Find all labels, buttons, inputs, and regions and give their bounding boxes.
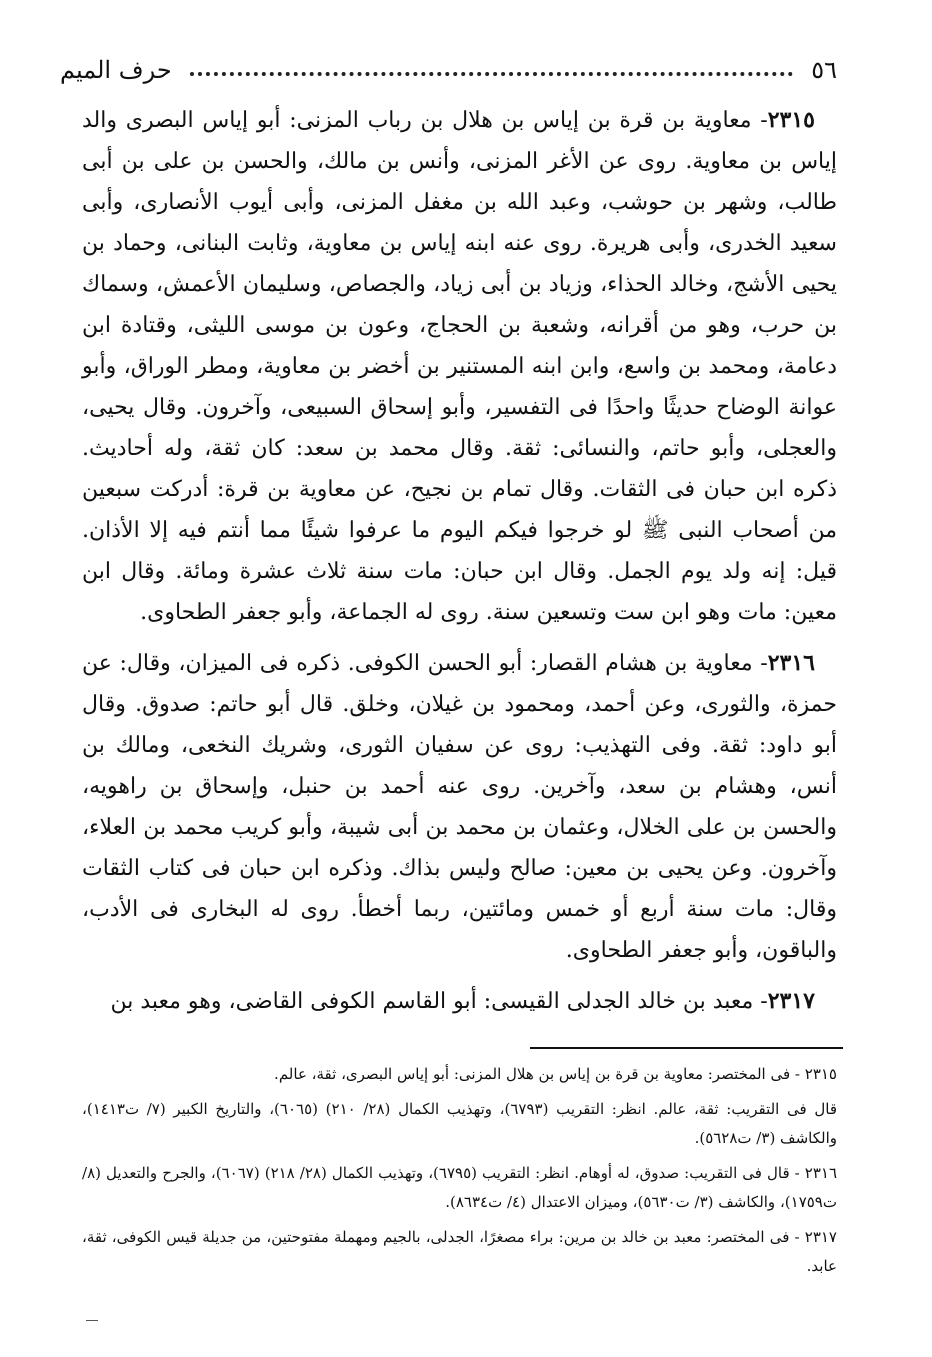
footnote: ٢٣١٦ - قال فى التقريب: صدوق، له أوهام. انظر: التقريب (٦٧٩٥)، وتهذيب الكمال (٢٨/ ٢١٨) (٦٠٦٧)، والجرح والتعديل (٨/ ت١٧٥٩)، والكاشف (٣/ ت٥٦٣٠)، وميزان الاعتدال (٤/ ت٨٦٣٤). [82, 1164, 838, 1211]
entry [82, 643, 837, 971]
entry-text: - معاوية بن هشام القصار: أبو الحسن الكوفى. ذكره فى الميزان، وقال: عن حمزة، والثورى، وعن أحمد، ومحمود بن غيلان، وخلق. قال أبو حاتم: صدوق. وقال أبو داود: ثقة. وفى التهذيب: روى عن سفيان الثورى، وشريك النخعى، ومالك بن أنس، وهشام بن سعد، وآخرين. روى عنه أحمد بن حنبل، وإسحاق بن راهويه، والحسن بن على الخلال، وعثمان بن محمد بن أبى شيبة، وأبو كريب محمد بن العلاء، وآخرون. وعن يحيى بن معين: صالح وليس بذاك. وذكره ابن حبان فى كتاب الثقات وقال: مات سنة أربع أو خمس ومائتين، ربما أخطأ. روى له البخارى فى الأدب، والباقون، وأبو جعفر الطحاوى. [82, 651, 837, 963]
header-dotted-leader [190, 72, 794, 76]
page-header [60, 50, 837, 90]
entry-text: - معاوية بن قرة بن إياس بن هلال بن رباب المزنى: أبو إياس البصرى والد إياس بن معاوية. روى عن الأغر المزنى، وأنس بن مالك، والحسن بن على بن أبى طالب، وشهر بن حوشب، وعبد الله بن مغفل المزنى، وأبى أيوب الأنصارى، وأبى سعيد الخدرى، وأبى هريرة. روى عنه ابنه إياس بن معاوية، وثابت البنانى، وحماد بن يحيى الأشج، وخالد الحذاء، وزياد بن أبى زياد، والجصاص، وسليمان الأعمش، وسماك بن حرب، وهو من أقرانه، وشعبة بن الحجاج، وعون بن موسى الليثى، وقتادة ابن دعامة، ومحمد بن واسع، وابن ابنه المستنير بن أخضر بن معاوية، ومطر الوراق، وأبو عوانة الوضاح حديثًا واحدًا فى التفسير، وأبو إسحاق السبيعى، وآخرون. وقال يحيى، والعجلى، وأبو حاتم، والنسائى: ثقة. وقال محمد بن سعد: كان ثقة، وله أحاديث. ذكره ابن حبان فى الثقات. وقال تمام بن نجيح، عن معاوية بن قرة: أدركت سبعين من أصحاب النبى ﷺ لو خرجوا فيكم اليوم ما عرفوا شيئًا مما أنتم فيه إلا الأذان. قيل: إنه ولد يوم الجمل. وقال ابن حبان: مات سنة ثلاث عشرة ومائة. وقال ابن معين: مات وهو ابن ست وتسعين سنة. روى له الجماعة، وأبو جعفر الطحاوى. [82, 108, 837, 625]
entry-number: ٢٣١٥ [767, 107, 815, 133]
footnotes [82, 1060, 837, 1287]
main-text [82, 100, 837, 1032]
entry-number: ٢٣١٦ [767, 650, 815, 676]
footnote: قال فى التقريب: ثقة، عالم. انظر: التقريب (٦٧٩٣)، وتهذيب الكمال (٢٨/ ٢١٠) (٦٠٦٥)، والتاريخ الكبير (٧/ ت١٤١٣)، والكاشف (٣/ ت٥٦٢٨). [82, 1100, 837, 1147]
entry [82, 100, 837, 633]
entry-text: - معبد بن خالد الجدلى القيسى: أبو القاسم الكوفى القاضى، وهو معبد بن [110, 989, 768, 1014]
entry-number: ٢٣١٧ [767, 988, 815, 1014]
page-mark [86, 1320, 98, 1321]
footnote: ٢٣١٥ - فى المختصر: معاوية بن قرة بن إياس بن هلال المزنى: أبو إياس البصرى، ثقة، عالم. [274, 1065, 837, 1083]
entry [82, 981, 837, 1022]
footnote-separator [530, 1047, 843, 1049]
chapter-title: حرف الميم [60, 56, 172, 84]
page-number: ٥٦ [811, 56, 837, 84]
footnote: ٢٣١٧ - فى المختصر: معبد بن خالد بن مرين: براء مصغرًا، الجدلى، بالجيم ومهملة مفتوحتين، من جديلة قيس الكوفى، ثقة، عابد. [82, 1228, 837, 1275]
